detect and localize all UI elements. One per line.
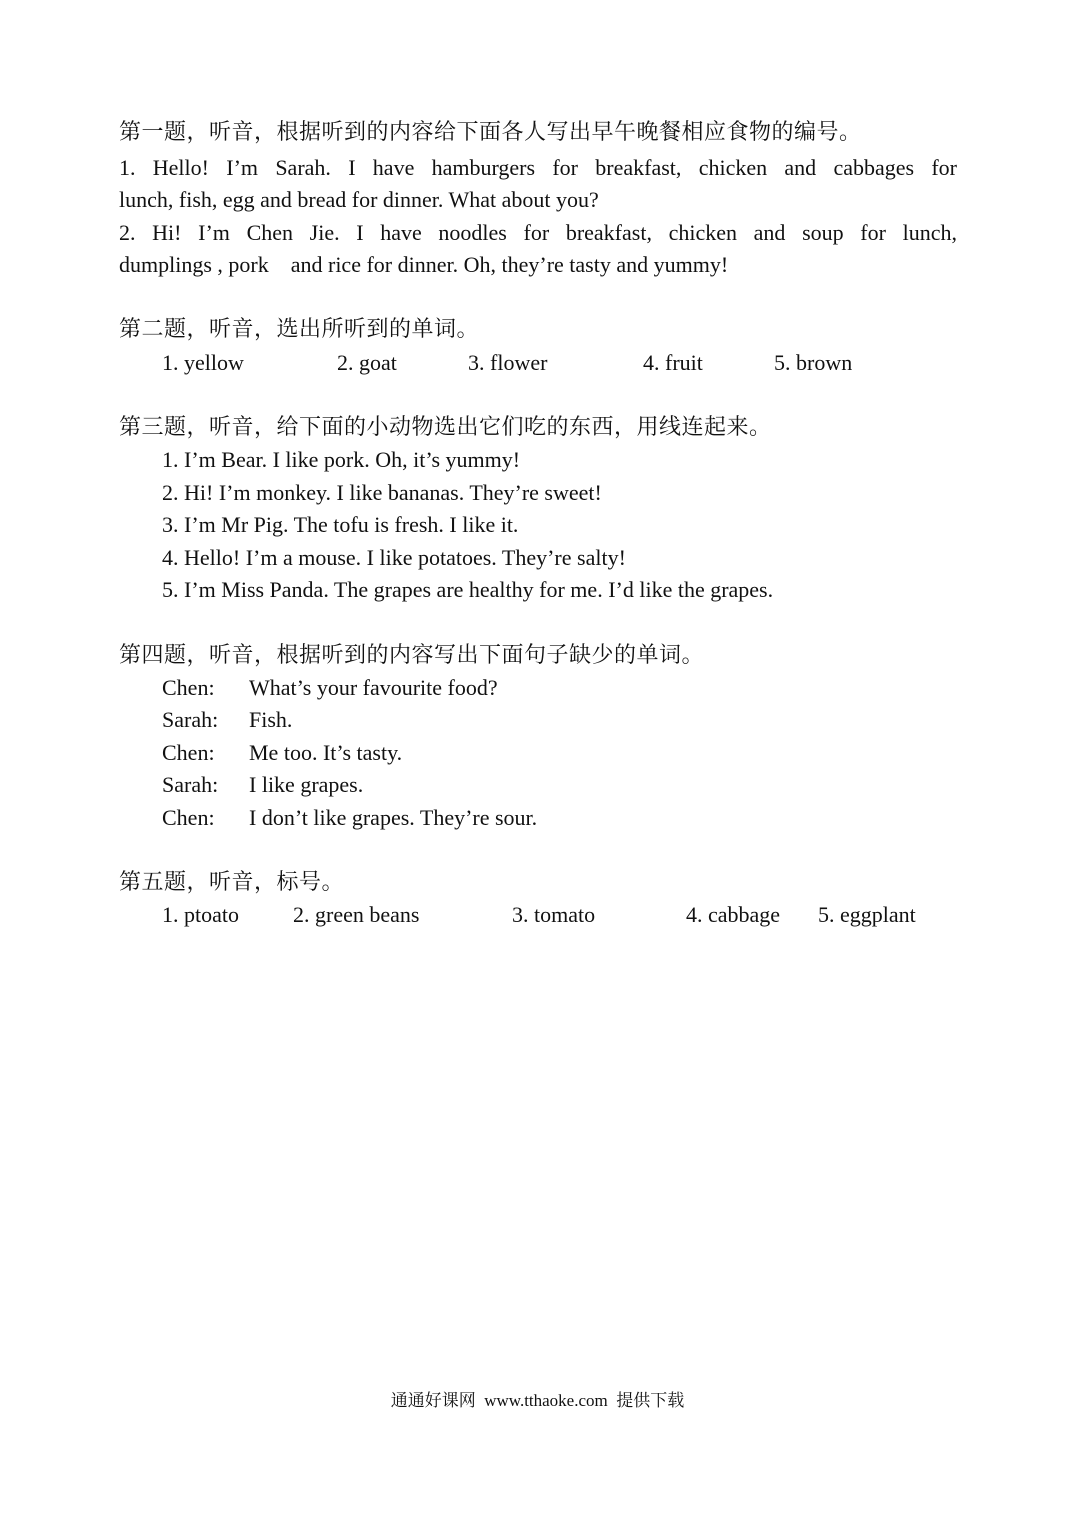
dialog-speaker: Sarah: (162, 707, 219, 732)
section3-item: 2. Hi! I’m monkey. I like bananas. They’re sweet! (162, 480, 602, 505)
dialog-speaker: Chen: (162, 675, 215, 700)
word-item: 1. yellow (162, 350, 244, 375)
dialog-text: I like grapes. (249, 772, 364, 797)
dialog-speaker: Sarah: (162, 772, 219, 797)
word-item: 3. flower (468, 350, 548, 375)
word-item: 1. ptoato (162, 902, 239, 927)
word-item: 3. tomato (512, 902, 596, 927)
section1-heading: 第一题，听音，根据听到的内容给下面各人写出早午晚餐相应食物的编号。 (119, 119, 862, 144)
word-item: 5. brown (774, 350, 853, 375)
dialog-text: Fish. (249, 707, 293, 732)
word-item: 4. fruit (643, 350, 703, 375)
section3-item: 1. I’m Bear. I like pork. Oh, it’s yummy! (162, 447, 521, 472)
word-item: 5. eggplant (818, 902, 916, 927)
section1-passage2-line2: dumplings , pork and rice for dinner. Oh, they’re tasty and yummy! (119, 252, 729, 277)
section1-passage1-line1: 1. Hello! I’m Sarah. I have hamburgers for breakfast, chicken and cabbages for (119, 155, 957, 180)
dialog-text: What’s your favourite food? (249, 675, 498, 700)
dialog-text: I don’t like grapes. They’re sour. (249, 805, 538, 830)
section3-heading: 第三题，听音，给下面的小动物选出它们吃的东西，用线连起来。 (119, 414, 772, 439)
section4-heading: 第四题，听音，根据听到的内容写出下面句子缺少的单词。 (119, 642, 705, 667)
section2-heading: 第二题，听音，选出所听到的单词。 (119, 316, 480, 341)
word-item: 2. green beans (293, 902, 420, 927)
dialog-speaker: Chen: (162, 740, 215, 765)
section1-passage1-line2: lunch, fish, egg and bread for dinner. What about you? (119, 187, 599, 212)
page-footer: 通通好课网 www.tthaoke.com 提供下载 (390, 1391, 685, 1410)
section5-heading: 第五题，听音，标号。 (119, 869, 345, 894)
section1-passage2-line1: 2. Hi! I’m Chen Jie. I have noodles for breakfast, chicken and soup for lunch, (119, 220, 957, 245)
section3-item: 5. I’m Miss Panda. The grapes are healthy for me. I’d like the grapes. (162, 577, 774, 602)
word-item: 4. cabbage (686, 902, 781, 927)
section3-item: 3. I’m Mr Pig. The tofu is fresh. I like it. (162, 512, 519, 537)
section3-item: 4. Hello! I’m a mouse. I like potatoes. They’re salty! (162, 545, 626, 570)
word-item: 2. goat (337, 350, 397, 375)
dialog-speaker: Chen: (162, 805, 215, 830)
dialog-text: Me too. It’s tasty. (249, 740, 403, 765)
